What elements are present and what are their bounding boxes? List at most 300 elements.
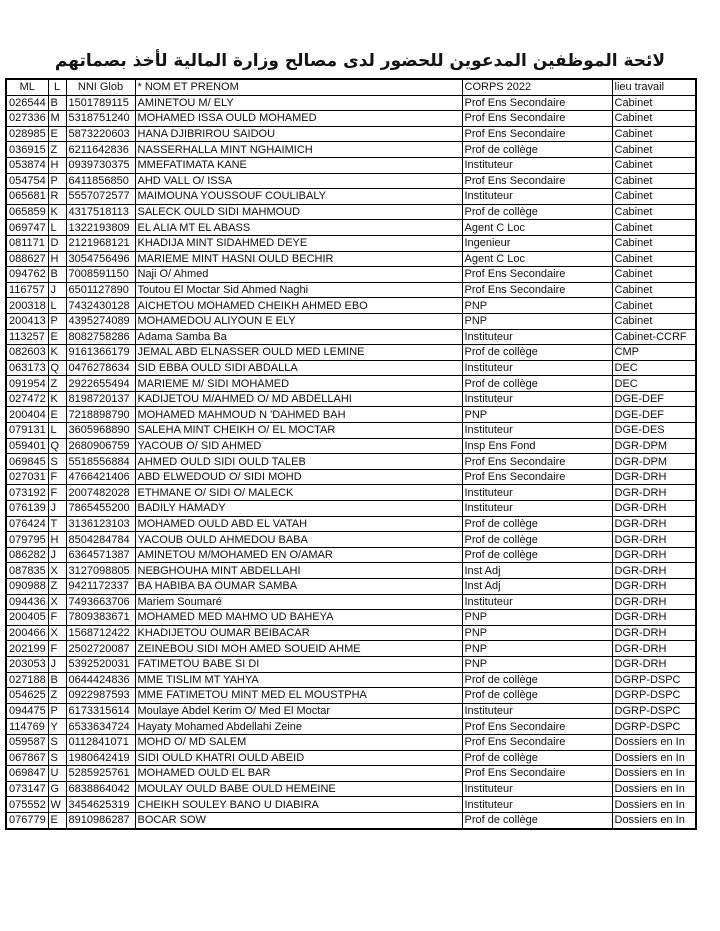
table-row — [6, 423, 696, 439]
cell-lieu-travail: DGR-DPM — [612, 454, 696, 470]
cell-letter: F — [48, 610, 66, 626]
cell-lieu-travail: DGR-DRH — [612, 594, 696, 610]
cell-nom-et-prenom: MOULAY OULD BABE OULD HEMEINE — [135, 781, 462, 797]
table-row — [6, 625, 696, 641]
cell-lieu-travail: Cabinet — [612, 142, 696, 158]
cell-lieu-travail: Dossiers en In — [612, 781, 696, 797]
cell-corps: Prof Ens Secondaire — [462, 173, 612, 189]
cell-ml: 200466 — [6, 625, 48, 641]
cell-nom-et-prenom: BA HABIBA BA OUMAR SAMBA — [135, 579, 462, 595]
cell-nni: 1980642419 — [66, 750, 135, 766]
cell-nom-et-prenom: NASSERHALLA MINT NGHAIMICH — [135, 142, 462, 158]
cell-lieu-travail: DGRP-DSPC — [612, 703, 696, 719]
cell-letter: W — [48, 797, 66, 813]
cell-nni: 1501789115 — [66, 95, 135, 111]
column-header-ml: ML — [6, 79, 48, 95]
cell-ml: 114769 — [6, 719, 48, 735]
cell-corps: Instituteur — [462, 391, 612, 407]
table-row — [6, 391, 696, 407]
cell-nom-et-prenom: AMINETOU M/ ELY — [135, 95, 462, 111]
cell-nom-et-prenom: EL ALIA MT EL ABASS — [135, 220, 462, 236]
cell-nni: 2007482028 — [66, 485, 135, 501]
cell-lieu-travail: DGE-DEF — [612, 391, 696, 407]
cell-lieu-travail: Dossiers en In — [612, 734, 696, 750]
cell-lieu-travail: Cabinet — [612, 298, 696, 314]
cell-letter: X — [48, 563, 66, 579]
cell-nom-et-prenom: MAIMOUNA YOUSSOUF COULIBALY — [135, 189, 462, 205]
cell-nom-et-prenom: MOHD O/ MD SALEM — [135, 734, 462, 750]
cell-ml: 081171 — [6, 235, 48, 251]
column-header-nom-et-prenom: * NOM ET PRENOM — [135, 79, 462, 95]
cell-nom-et-prenom: Moulaye Abdel Kerim O/ Med El Moctar — [135, 703, 462, 719]
cell-lieu-travail: DGR-DRH — [612, 625, 696, 641]
table-row — [6, 766, 696, 782]
cell-corps: Inst Adj — [462, 579, 612, 595]
cell-nni: 6501127890 — [66, 282, 135, 298]
cell-letter: F — [48, 469, 66, 485]
cell-ml: 027031 — [6, 469, 48, 485]
cell-lieu-travail: DGR-DPM — [612, 438, 696, 454]
cell-corps: PNP — [462, 298, 612, 314]
table-row — [6, 95, 696, 111]
cell-nom-et-prenom: MOHAMED MAHMOUD N 'DAHMED BAH — [135, 407, 462, 423]
cell-letter: X — [48, 594, 66, 610]
cell-ml: 113257 — [6, 329, 48, 345]
cell-nom-et-prenom: SALEHA MINT CHEIKH O/ EL MOCTAR — [135, 423, 462, 439]
cell-letter: U — [48, 766, 66, 782]
cell-ml: 094436 — [6, 594, 48, 610]
cell-corps: Prof de collège — [462, 750, 612, 766]
cell-nni: 3136123103 — [66, 516, 135, 532]
table-row — [6, 126, 696, 142]
cell-corps: PNP — [462, 625, 612, 641]
cell-nni: 5557072577 — [66, 189, 135, 205]
table-row — [6, 407, 696, 423]
cell-nom-et-prenom: MOHAMED ISSA OULD MOHAMED — [135, 111, 462, 127]
cell-ml: 094475 — [6, 703, 48, 719]
cell-lieu-travail: Cabinet-CCRF — [612, 329, 696, 345]
cell-nom-et-prenom: Mariem Soumaré — [135, 594, 462, 610]
cell-nni: 7008591150 — [66, 267, 135, 283]
cell-corps: Agent C Loc — [462, 220, 612, 236]
cell-corps: PNP — [462, 641, 612, 657]
cell-ml: 028985 — [6, 126, 48, 142]
cell-nom-et-prenom: MARIEME MINT HASNI OULD BECHIR — [135, 251, 462, 267]
cell-lieu-travail: DGRP-DSPC — [612, 719, 696, 735]
column-header-lieu-travail: lieu travail — [612, 79, 696, 95]
cell-corps: Prof de collège — [462, 142, 612, 158]
cell-nni: 3454625319 — [66, 797, 135, 813]
cell-corps: Instituteur — [462, 703, 612, 719]
table-row — [6, 454, 696, 470]
cell-nni: 5285925761 — [66, 766, 135, 782]
cell-ml: 088627 — [6, 251, 48, 267]
table-row — [6, 142, 696, 158]
cell-letter: Z — [48, 376, 66, 392]
table-row — [6, 157, 696, 173]
cell-letter: E — [48, 812, 66, 828]
cell-letter: L — [48, 220, 66, 236]
table-row — [6, 641, 696, 657]
table-row — [6, 781, 696, 797]
cell-nni: 6173315614 — [66, 703, 135, 719]
cell-letter: Z — [48, 142, 66, 158]
cell-nom-et-prenom: MOHAMED OULD ABD EL VATAH — [135, 516, 462, 532]
cell-nni: 4395274089 — [66, 313, 135, 329]
table-row — [6, 251, 696, 267]
table-row — [6, 719, 696, 735]
cell-letter: P — [48, 703, 66, 719]
table-row — [6, 579, 696, 595]
cell-letter: Z — [48, 688, 66, 704]
cell-lieu-travail: Cabinet — [612, 267, 696, 283]
cell-letter: S — [48, 750, 66, 766]
cell-nom-et-prenom: YACOUB OULD AHMEDOU BABA — [135, 532, 462, 548]
cell-letter: D — [48, 235, 66, 251]
cell-nom-et-prenom: Naji O/ Ahmed — [135, 267, 462, 283]
cell-ml: 202199 — [6, 641, 48, 657]
cell-corps: PNP — [462, 313, 612, 329]
cell-letter: P — [48, 173, 66, 189]
table-row — [6, 610, 696, 626]
cell-ml: 065681 — [6, 189, 48, 205]
cell-lieu-travail: Dossiers en In — [612, 797, 696, 813]
table-row — [6, 173, 696, 189]
cell-nom-et-prenom: MOHAMEDOU ALIYOUN E ELY — [135, 313, 462, 329]
cell-nom-et-prenom: MMEFATIMATA KANE — [135, 157, 462, 173]
table-row — [6, 485, 696, 501]
cell-corps: Prof Ens Secondaire — [462, 95, 612, 111]
cell-letter: X — [48, 625, 66, 641]
cell-ml: 027472 — [6, 391, 48, 407]
cell-ml: 200405 — [6, 610, 48, 626]
column-header-corps: CORPS 2022 — [462, 79, 612, 95]
cell-nom-et-prenom: HANA DJIBRIROU SAIDOU — [135, 126, 462, 142]
cell-nni: 7432430128 — [66, 298, 135, 314]
cell-nom-et-prenom: SIDI OULD KHATRI OULD ABEID — [135, 750, 462, 766]
table-row — [6, 313, 696, 329]
cell-letter: S — [48, 734, 66, 750]
cell-letter: T — [48, 516, 66, 532]
cell-lieu-travail: DGE-DES — [612, 423, 696, 439]
cell-ml: 053874 — [6, 157, 48, 173]
cell-letter: J — [48, 282, 66, 298]
cell-ml: 054625 — [6, 688, 48, 704]
cell-letter: R — [48, 189, 66, 205]
cell-ml: 069845 — [6, 454, 48, 470]
table-row — [6, 750, 696, 766]
table-header — [6, 79, 696, 95]
cell-ml: 026544 — [6, 95, 48, 111]
cell-ml: 065859 — [6, 204, 48, 220]
cell-nni: 4317518113 — [66, 204, 135, 220]
cell-lieu-travail: DGE-DEF — [612, 407, 696, 423]
cell-nom-et-prenom: KHADIJA MINT SIDAHMED DEYE — [135, 235, 462, 251]
cell-letter: B — [48, 672, 66, 688]
cell-letter: H — [48, 532, 66, 548]
cell-nni: 5518556884 — [66, 454, 135, 470]
cell-nni: 7865455200 — [66, 501, 135, 517]
cell-lieu-travail: Cabinet — [612, 204, 696, 220]
column-header-letter: L — [48, 79, 66, 95]
cell-ml: 069747 — [6, 220, 48, 236]
cell-corps: Prof Ens Secondaire — [462, 267, 612, 283]
cell-ml: 059401 — [6, 438, 48, 454]
cell-nni: 7493663706 — [66, 594, 135, 610]
cell-nni: 9161366179 — [66, 345, 135, 361]
cell-nni: 3605968890 — [66, 423, 135, 439]
cell-nom-et-prenom: SID EBBA OULD SIDI ABDALLA — [135, 360, 462, 376]
cell-lieu-travail: Dossiers en In — [612, 766, 696, 782]
cell-nom-et-prenom: CHEIKH SOULEY BANO U DIABIRA — [135, 797, 462, 813]
cell-letter: L — [48, 423, 66, 439]
cell-letter: H — [48, 251, 66, 267]
cell-nni: 8910986287 — [66, 812, 135, 828]
cell-nni: 5318751240 — [66, 111, 135, 127]
document-title: لائحة الموظفين المدعوين للحضور لدى مصالح وزارة المالية لأخذ بصماتهم — [54, 51, 666, 71]
table-row — [6, 282, 696, 298]
cell-corps: PNP — [462, 656, 612, 672]
cell-ml: 087835 — [6, 563, 48, 579]
cell-corps: Prof Ens Secondaire — [462, 766, 612, 782]
cell-corps: Prof de collège — [462, 376, 612, 392]
cell-nni: 3127098805 — [66, 563, 135, 579]
cell-ml: 086282 — [6, 547, 48, 563]
cell-lieu-travail: Cabinet — [612, 189, 696, 205]
cell-lieu-travail: Cabinet — [612, 111, 696, 127]
cell-lieu-travail: Cabinet — [612, 126, 696, 142]
cell-nni: 8504284784 — [66, 532, 135, 548]
cell-ml: 073147 — [6, 781, 48, 797]
cell-nni: 0922987593 — [66, 688, 135, 704]
cell-corps: Instituteur — [462, 781, 612, 797]
cell-lieu-travail: Cabinet — [612, 282, 696, 298]
cell-corps: PNP — [462, 407, 612, 423]
cell-nni: 0939730375 — [66, 157, 135, 173]
cell-letter: E — [48, 329, 66, 345]
employee-table-body — [6, 95, 696, 828]
cell-ml: 076779 — [6, 812, 48, 828]
cell-ml: 027336 — [6, 111, 48, 127]
table-row — [6, 189, 696, 205]
cell-lieu-travail: CMP — [612, 345, 696, 361]
column-header-nni: NNI Glob — [66, 79, 135, 95]
cell-nni: 8198720137 — [66, 391, 135, 407]
cell-corps: Prof de collège — [462, 516, 612, 532]
cell-corps: Instituteur — [462, 189, 612, 205]
cell-ml: 200404 — [6, 407, 48, 423]
cell-corps: Insp Ens Fond — [462, 438, 612, 454]
cell-ml: 079795 — [6, 532, 48, 548]
cell-lieu-travail: Dossiers en In — [612, 750, 696, 766]
cell-lieu-travail: DGR-DRH — [612, 469, 696, 485]
employee-roster-table — [5, 78, 697, 830]
cell-nom-et-prenom: SALECK OULD SIDI MAHMOUD — [135, 204, 462, 220]
cell-letter: M — [48, 111, 66, 127]
cell-corps: Prof de collège — [462, 345, 612, 361]
table-row — [6, 438, 696, 454]
cell-nni: 5392520031 — [66, 656, 135, 672]
cell-nni: 6838864042 — [66, 781, 135, 797]
cell-lieu-travail: DGR-DRH — [612, 516, 696, 532]
table-row — [6, 204, 696, 220]
cell-lieu-travail: Dossiers en In — [612, 812, 696, 828]
table-row — [6, 547, 696, 563]
cell-nom-et-prenom: BOCAR SOW — [135, 812, 462, 828]
cell-lieu-travail: Cabinet — [612, 251, 696, 267]
table-row — [6, 656, 696, 672]
cell-nni: 2680906759 — [66, 438, 135, 454]
cell-lieu-travail: DGR-DRH — [612, 501, 696, 517]
cell-nom-et-prenom: ZEINEBOU SIDI MOH AMED SOUEID AHME — [135, 641, 462, 657]
cell-corps: Prof Ens Secondaire — [462, 734, 612, 750]
cell-letter: K — [48, 345, 66, 361]
cell-letter: J — [48, 656, 66, 672]
cell-lieu-travail: Cabinet — [612, 95, 696, 111]
cell-nom-et-prenom: AHMED OULD SIDI OULD TALEB — [135, 454, 462, 470]
cell-nom-et-prenom: MOHAMED MED MAHMO UD BAHEYA — [135, 610, 462, 626]
cell-corps: Prof Ens Secondaire — [462, 282, 612, 298]
cell-nom-et-prenom: BADILY HAMADY — [135, 501, 462, 517]
cell-nom-et-prenom: MARIEME M/ SIDI MOHAMED — [135, 376, 462, 392]
cell-lieu-travail: DGR-DRH — [612, 656, 696, 672]
table-row — [6, 501, 696, 517]
cell-lieu-travail: Cabinet — [612, 220, 696, 236]
cell-nni: 6533634724 — [66, 719, 135, 735]
cell-ml: 090988 — [6, 579, 48, 595]
cell-nni: 6411856850 — [66, 173, 135, 189]
cell-lieu-travail: Cabinet — [612, 157, 696, 173]
cell-corps: Prof Ens Secondaire — [462, 454, 612, 470]
table-row — [6, 360, 696, 376]
cell-nom-et-prenom: NEBGHOUHA MINT ABDELLAHI — [135, 563, 462, 579]
cell-lieu-travail: DGR-DRH — [612, 579, 696, 595]
cell-ml: 063173 — [6, 360, 48, 376]
cell-letter: Z — [48, 579, 66, 595]
cell-lieu-travail: DGR-DRH — [612, 547, 696, 563]
cell-nni: 5873220603 — [66, 126, 135, 142]
table-row — [6, 298, 696, 314]
cell-ml: 027188 — [6, 672, 48, 688]
cell-lieu-travail: DGR-DRH — [612, 610, 696, 626]
cell-lieu-travail: DEC — [612, 360, 696, 376]
cell-ml: 054754 — [6, 173, 48, 189]
cell-ml: 076424 — [6, 516, 48, 532]
cell-letter: F — [48, 485, 66, 501]
cell-letter: F — [48, 641, 66, 657]
cell-letter: S — [48, 454, 66, 470]
cell-letter: J — [48, 501, 66, 517]
cell-nom-et-prenom: AMINETOU M/MOHAMED EN O/AMAR — [135, 547, 462, 563]
cell-nni: 8082758286 — [66, 329, 135, 345]
cell-lieu-travail: DGR-DRH — [612, 641, 696, 657]
cell-corps: Prof Ens Secondaire — [462, 111, 612, 127]
cell-nom-et-prenom: Toutou El Moctar Sid Ahmed Naghi — [135, 282, 462, 298]
cell-ml: 094762 — [6, 267, 48, 283]
cell-nom-et-prenom: MOHAMED OULD EL BAR — [135, 766, 462, 782]
cell-corps: Instituteur — [462, 485, 612, 501]
cell-nni: 6364571387 — [66, 547, 135, 563]
cell-nni: 7218898790 — [66, 407, 135, 423]
cell-lieu-travail: Cabinet — [612, 313, 696, 329]
cell-corps: Prof de collège — [462, 547, 612, 563]
table-row — [6, 111, 696, 127]
cell-lieu-travail: Cabinet — [612, 235, 696, 251]
cell-letter: E — [48, 407, 66, 423]
cell-letter: L — [48, 298, 66, 314]
cell-letter: B — [48, 95, 66, 111]
cell-letter: Q — [48, 438, 66, 454]
table-row — [6, 594, 696, 610]
cell-ml: 076139 — [6, 501, 48, 517]
table-row — [6, 376, 696, 392]
cell-ml: 200318 — [6, 298, 48, 314]
cell-corps: PNP — [462, 610, 612, 626]
cell-ml: 082603 — [6, 345, 48, 361]
table-row — [6, 235, 696, 251]
cell-ml: 203053 — [6, 656, 48, 672]
cell-lieu-travail: DGR-DRH — [612, 563, 696, 579]
table-row — [6, 688, 696, 704]
cell-corps: Prof Ens Secondaire — [462, 469, 612, 485]
cell-nni: 2502720087 — [66, 641, 135, 657]
table-row — [6, 797, 696, 813]
cell-letter: Q — [48, 360, 66, 376]
cell-nni: 0644424836 — [66, 672, 135, 688]
table-row — [6, 329, 696, 345]
cell-nom-et-prenom: KHADIJETOU OUMAR BEIBACAR — [135, 625, 462, 641]
cell-nom-et-prenom: FATIMETOU BABE SI DI — [135, 656, 462, 672]
table-row — [6, 220, 696, 236]
table-row — [6, 672, 696, 688]
cell-lieu-travail: DGRP-DSPC — [612, 672, 696, 688]
cell-letter: H — [48, 157, 66, 173]
cell-nom-et-prenom: ABD ELWEDOUD O/ SIDI MOHD — [135, 469, 462, 485]
cell-ml: 036915 — [6, 142, 48, 158]
cell-letter: K — [48, 204, 66, 220]
cell-ml: 116757 — [6, 282, 48, 298]
cell-lieu-travail: DGR-DRH — [612, 532, 696, 548]
cell-corps: Instituteur — [462, 423, 612, 439]
cell-nom-et-prenom: ETHMANE O/ SIDI O/ MALECK — [135, 485, 462, 501]
cell-lieu-travail: DGRP-DSPC — [612, 688, 696, 704]
cell-nni: 3054756496 — [66, 251, 135, 267]
cell-letter: B — [48, 267, 66, 283]
cell-nni: 6211642836 — [66, 142, 135, 158]
cell-letter: P — [48, 313, 66, 329]
table-row — [6, 812, 696, 828]
table-row — [6, 345, 696, 361]
table-row — [6, 734, 696, 750]
cell-ml: 200413 — [6, 313, 48, 329]
cell-letter: G — [48, 781, 66, 797]
cell-nni: 1322193809 — [66, 220, 135, 236]
cell-corps: Prof de collège — [462, 532, 612, 548]
cell-letter: K — [48, 391, 66, 407]
cell-nom-et-prenom: MME TISLIM MT YAHYA — [135, 672, 462, 688]
cell-nni: 9421172337 — [66, 579, 135, 595]
cell-nom-et-prenom: AHD VALL O/ ISSA — [135, 173, 462, 189]
cell-nni: 0476278634 — [66, 360, 135, 376]
cell-corps: Instituteur — [462, 594, 612, 610]
cell-corps: Prof de collège — [462, 204, 612, 220]
cell-lieu-travail: DEC — [612, 376, 696, 392]
cell-nni: 4766421406 — [66, 469, 135, 485]
cell-nni: 1568712422 — [66, 625, 135, 641]
cell-letter: Y — [48, 719, 66, 735]
table-row — [6, 516, 696, 532]
cell-lieu-travail: DGR-DRH — [612, 485, 696, 501]
